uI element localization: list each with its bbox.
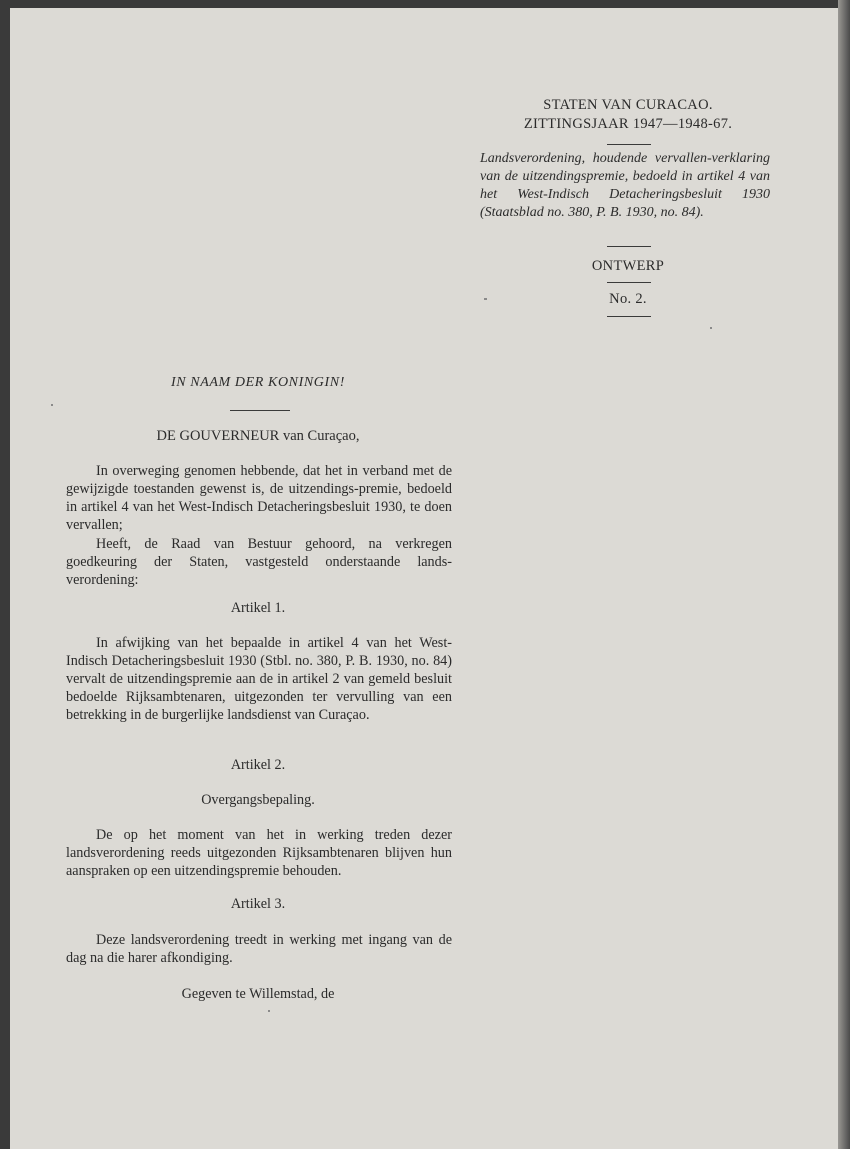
invocation: IN NAAM DER KONINGIN! bbox=[171, 375, 345, 390]
article-2-text: De op het moment van het in werking treden dezer landsverordening reeds uitgezonden Rijksambtenaren blijven hun aanspraken op een uitzendingspremie behouden. bbox=[66, 827, 452, 879]
paper-speck bbox=[484, 298, 487, 300]
paper-speck bbox=[51, 404, 53, 406]
divider bbox=[607, 144, 651, 145]
header-session: ZITTINGSJAAR 1947—1948-67. bbox=[523, 116, 733, 132]
header-title: STATEN VAN CURACAO. bbox=[543, 97, 713, 113]
preamble-paragraph: In overweging genomen hebbende, dat het in verband met de gewijzigde toestanden gewenst is, de uitzendings-premie, bedoeld in artikel 4 van het West-Indisch Detacheringsbesluit 1930, te doen vervallen; bbox=[66, 463, 452, 533]
paper-speck bbox=[268, 1010, 270, 1012]
ontwerp-label: ONTWERP bbox=[591, 258, 665, 274]
governor-line: DE GOUVERNEUR van Curaçao, bbox=[156, 428, 360, 444]
closing-line: Gegeven te Willemstad, de bbox=[181, 986, 335, 1002]
article-1-text: In afwijking van het bepaalde in artikel 4 van het West-Indisch Detacheringsbesluit 1930 (Stbl. no. 380, P. B. 1930, no. 84) vervalt de uitzendingspremie aan de in artikel 2 van gemeld besluit bedoelde Rijksambtenaren, uitgezonden ter vervulling van een betrekking in de burgerlijke landsdienst van Curaçao. bbox=[66, 635, 452, 723]
article-3-heading: Artikel 3. bbox=[230, 896, 286, 912]
divider bbox=[230, 410, 290, 411]
article-1-heading: Artikel 1. bbox=[230, 600, 286, 616]
page-edge bbox=[838, 0, 850, 1149]
article-3-text: Deze landsverordening treedt in werking met ingang van de dag na die harer afkondiging. bbox=[66, 932, 452, 966]
preamble-paragraph: Heeft, de Raad van Bestuur gehoord, na verkregen goedkeuring der Staten, vastgesteld onderstaande lands-verordening: bbox=[66, 536, 452, 588]
document-number: No. 2. bbox=[609, 291, 647, 307]
divider bbox=[607, 316, 651, 317]
divider bbox=[607, 246, 651, 247]
paper-speck bbox=[710, 327, 712, 329]
ordinance-title: Landsverordening, houdende vervallen-verklaring van de uitzendingspremie, bedoeld in artikel 4 van het West-Indisch Detacheringsbesluit 1930 (Staatsblad no. 380, P. B. 1930, no. 84). bbox=[480, 151, 770, 220]
article-2-heading: Artikel 2. bbox=[230, 757, 286, 773]
divider bbox=[607, 282, 651, 283]
article-2-subheading: Overgangsbepaling. bbox=[201, 792, 315, 808]
